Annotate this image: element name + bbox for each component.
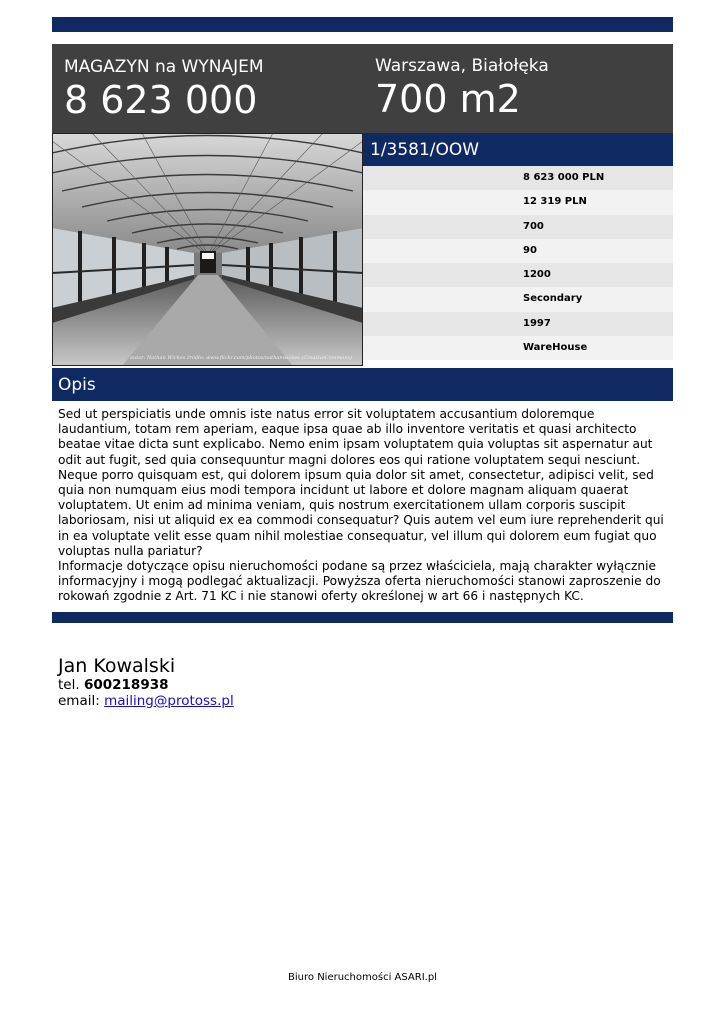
param-row [363, 263, 673, 287]
param-row [363, 166, 673, 190]
param-value: 12 319 PLN [523, 196, 587, 208]
price-value: 8 623 000 [64, 78, 258, 122]
param-row [363, 287, 673, 311]
param-value: 1200 [523, 269, 551, 281]
param-row [363, 215, 673, 239]
param-row [363, 312, 673, 336]
param-value: 8 623 000 PLN [523, 172, 605, 183]
param-value: 1997 [523, 317, 551, 329]
listing-header [52, 44, 673, 133]
parameters-table [363, 166, 673, 360]
email-link[interactable]: mailing@protoss.pl [104, 693, 234, 709]
description-section [58, 407, 670, 605]
location-label: Warszawa, Białołęka [375, 56, 549, 76]
description-body: Sed ut perspiciatis unde omnis iste natus error sit voluptatem accusantium doloremque laudantium, totam rem aperiam, eaque ipsa quae ab illo inventore veritatis et quasi architecto beatae vitae dicta sunt explicabo. Nemo enim ipsam voluptatem quia voluptas sit aspernatur aut odit aut fugit, sed quia consequuntur magni dolores eos qui ratione voluptatem sequi nesciunt. Neque porro quisquam est, qui dolorem ipsum quia dolor sit amet, consectetur, adipisci velit, sed quia non numquam eius modi tempora incidunt ut labore et dolore magnam aliquam quaerat voluptatem. Ut enim ad minima veniam, quis nostrum exercitationem ullam corporis suscipit laboriosam, nisi ut aliquid ex ea commodi consequatur? Quis autem vel eum iure reprehenderit qui in ea voluptate velit esse quam nihil molestiae consequatur, vel illum qui dolorem eum fugiat quo voluptas nulla pariatur? [58, 407, 664, 558]
param-value: WareHouse [523, 342, 588, 354]
description-heading: Opis [58, 375, 96, 395]
property-photo [52, 133, 363, 366]
email-label: email: [58, 693, 100, 709]
property-type-label: MAGAZYN na WYNAJEM [64, 57, 264, 77]
area-value: 700 m2 [375, 77, 521, 121]
header-right [375, 55, 549, 121]
walkway-image [52, 133, 363, 366]
agent-name: Jan Kowalski [58, 655, 176, 677]
description-heading-bar [52, 368, 673, 401]
top-accent-bar [52, 17, 673, 32]
agency-footer: Biuro Nieruchomości ASARI.pl [288, 972, 437, 983]
phone-line [58, 677, 234, 693]
listing-code-bar [363, 133, 673, 166]
phone-label: tel. [58, 677, 80, 693]
param-row [363, 239, 673, 263]
param-row [363, 190, 673, 214]
listing-code: 1/3581/OOW [370, 140, 480, 160]
param-row [363, 336, 673, 360]
phone-number: 600218938 [83, 677, 169, 693]
photo-watermark: autor: Nathan Wickes źródło: www.flickr.com/photos/nathanwickes (CreativeCommons) [130, 355, 352, 361]
email-line [58, 693, 234, 709]
param-value: Secondary [523, 293, 583, 305]
legal-disclaimer: Informacje dotyczące opisu nieruchomości podane są przez właściciela, mają charakter wyłącznie informacyjny i mogą podlegać aktualizacji. Powyższa oferta nieruchomości stanowi zaproszenie do rokowań zgodnie z Art. 71 KC i nie stanowi oferty określonej w art 66 i następnych KC. [58, 559, 661, 604]
param-value: 90 [523, 244, 537, 256]
param-value: 700 [523, 220, 544, 232]
header-left [64, 56, 264, 122]
bottom-accent-bar [52, 612, 673, 623]
agent-contact [58, 655, 234, 709]
